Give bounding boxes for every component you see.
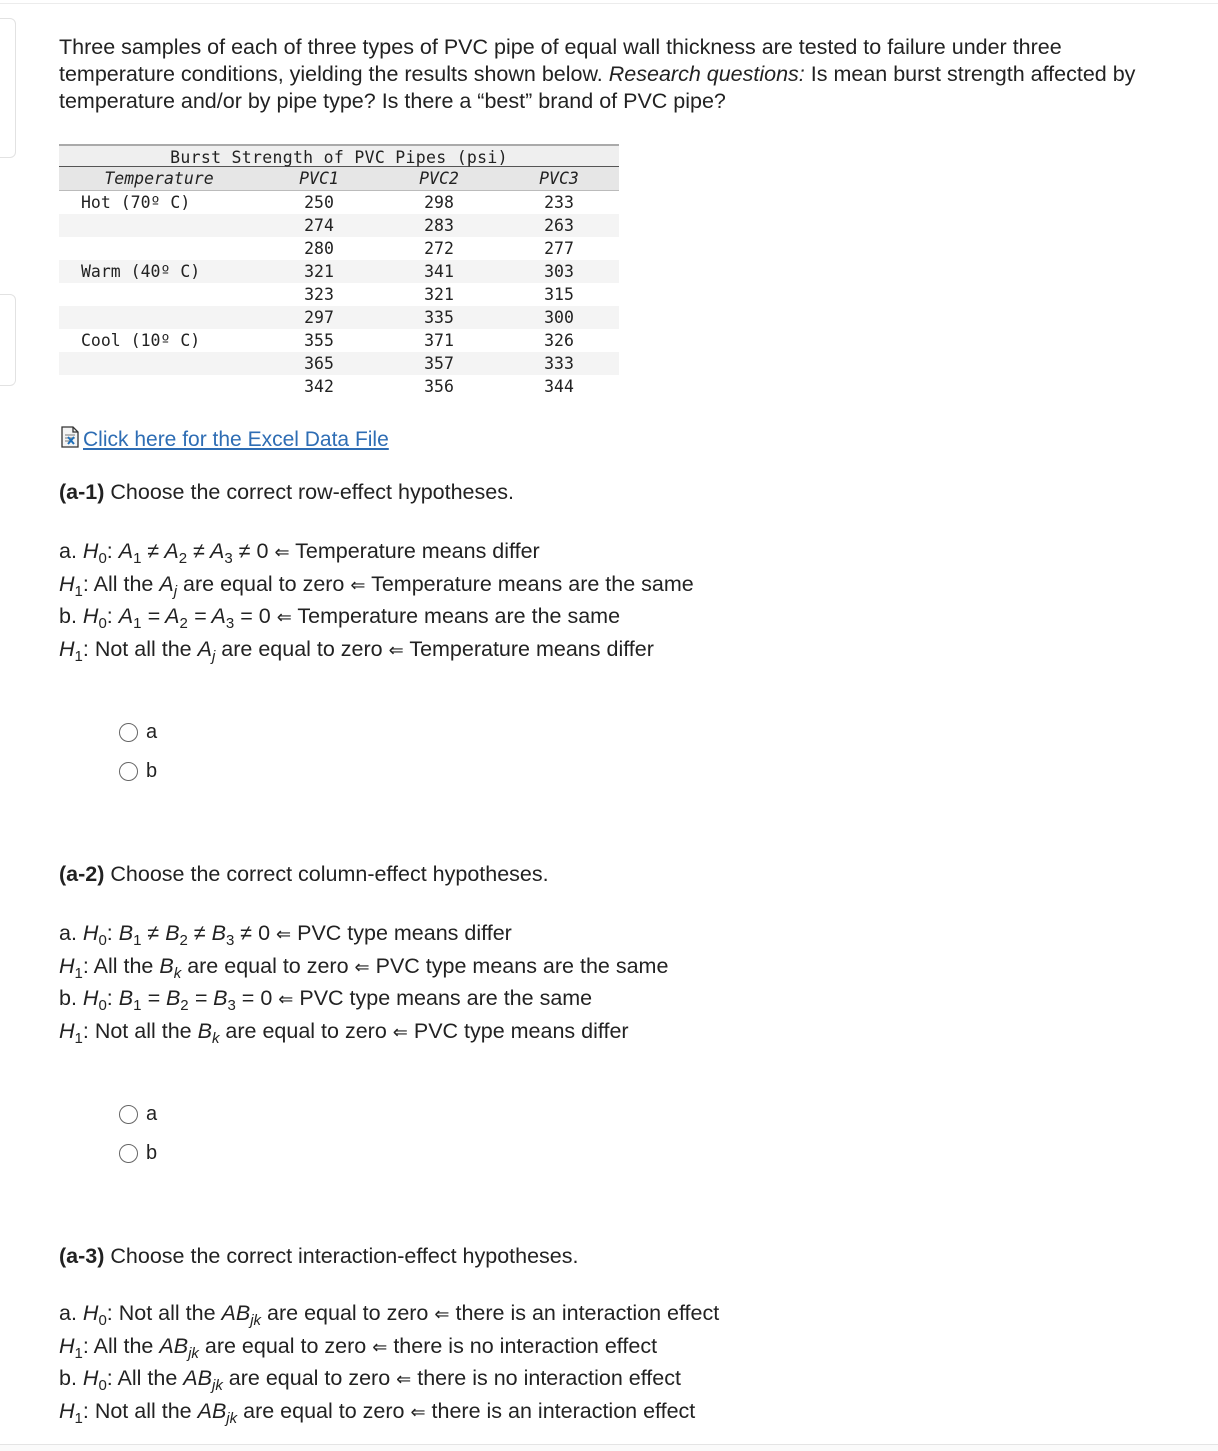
h-subscript: 1 [74,964,83,982]
table-title: Burst Strength of PVC Pipes (psi) [59,144,619,167]
operator: ≠ B [141,921,180,945]
table-cell: 300 [499,306,619,329]
table-cell: 371 [424,331,454,350]
table-cell [59,237,259,260]
subscript: 1 [133,615,142,633]
hypothesis-text: : All the [106,1366,184,1391]
variable: AB [183,1366,212,1391]
question-a1-title [59,480,514,505]
hypothesis-line [59,1015,668,1048]
table-cell: 365 [259,352,379,375]
table-row [59,214,619,237]
data-table-container [59,144,619,398]
hypothesis-text: are equal to zero [261,1301,429,1325]
question-a2-hypotheses [59,917,668,1048]
hypothesis-text: : Not all the [82,1399,198,1424]
left-double-arrow-icon: ⇐ [350,574,366,596]
table-cell: Cool (10º C) [81,331,201,350]
question-a3-title [59,1244,578,1269]
intro-research-text: Is mean burst strength affected by temperature and/or by pipe type? Is there a “best” brand of PVC pipe? [59,62,1136,113]
colon: : [106,539,113,563]
table-cell [59,214,259,237]
column-header: PVC2 [379,167,499,191]
radio-button[interactable] [119,1105,138,1124]
radio-button[interactable] [119,762,138,781]
table-cell: 355 [304,331,334,350]
left-double-arrow-icon: ⇐ [396,1369,412,1391]
hypothesis-note: PVC type means differ [297,921,512,945]
h-symbol: H [59,953,75,978]
subscript: 3 [225,932,235,949]
question-label: (a-2) [59,862,105,886]
table-cell [59,352,259,375]
table-cell: 344 [544,377,574,396]
hypothesis-line [59,1297,719,1330]
subscript: 2 [179,615,188,633]
variable: A [197,637,212,662]
hypothesis-note: Temperature means are the same [297,604,621,629]
hypothesis-text: are equal to zero [181,953,349,978]
option-prefix: b. [59,1366,77,1391]
radio-option-a1-a[interactable] [119,717,157,747]
table-row [59,306,619,329]
hypothesis-line [59,600,694,633]
table-row [59,260,619,283]
variable: AB [221,1301,251,1325]
option-prefix: b. [59,986,77,1011]
hypothesis-text: are equal to zero [177,571,345,596]
h-symbol: H [59,1399,75,1424]
h-symbol: H [82,1366,99,1391]
table-cell: 283 [379,214,499,237]
colon: : [106,986,113,1011]
h-symbol: H [59,1019,75,1044]
left-double-arrow-icon: ⇐ [276,607,292,629]
left-double-arrow-icon: ⇐ [278,989,294,1011]
subscript: k [211,1030,220,1048]
hypothesis-line [59,1395,719,1428]
table-cell: 303 [499,260,619,283]
question-a2-title [59,862,549,887]
hypothesis-note: PVC type means are the same [299,986,593,1011]
question-label: (a-3) [59,1244,105,1268]
left-double-arrow-icon: ⇐ [434,1304,450,1325]
hypothesis-text: are equal to zero [237,1399,405,1424]
side-tab [0,294,16,386]
subscript: 3 [224,550,233,567]
hypothesis-text: are equal to zero [219,1019,387,1044]
table-cell: Warm (40º C) [59,260,259,283]
table-cell: 272 [424,239,454,258]
h-subscript: 1 [74,1410,83,1428]
table-cell: 263 [499,214,619,237]
question-a1-hypotheses [59,535,694,666]
hypothesis-line [59,917,668,950]
table-header-row [59,167,619,191]
h-subscript: 0 [98,615,107,633]
radio-option-a2-b[interactable] [119,1138,157,1168]
operator: = B [141,986,181,1011]
excel-link-text: Click here for the Excel Data File [83,428,389,451]
h-subscript: 1 [74,648,83,666]
bottom-border [0,1444,1218,1451]
variable: A [159,571,174,596]
h-symbol: H [82,539,99,563]
table-cell: 277 [544,239,574,258]
table-cell: 342 [304,377,334,396]
table-cell [59,375,259,398]
variable: A [118,539,134,563]
operator: = A [187,604,226,629]
table-cell: 323 [304,285,334,304]
radio-option-a2-a[interactable] [119,1099,157,1129]
h-symbol: H [82,921,99,945]
table-cell [59,306,259,329]
table-row [59,375,619,398]
hypothesis-note: there is an interaction effect [431,1399,696,1424]
h-symbol: H [82,604,99,629]
variable: B [159,953,174,978]
question-text: Choose the correct column-effect hypotheses. [110,862,549,886]
left-double-arrow-icon: ⇐ [410,1402,426,1424]
variable: B [118,986,134,1011]
operator: ≠ B [187,921,226,945]
side-tab [0,18,16,158]
hypothesis-note: PVC type means are the same [375,953,669,978]
question-text: Choose the correct row-effect hypotheses. [110,480,514,504]
subscript: 1 [133,932,142,949]
table-row [59,352,619,375]
variable: A [118,604,134,629]
table-cell: 274 [259,214,379,237]
column-header: Temperature [59,167,259,191]
table-cell: 250 [304,193,334,212]
hypothesis-text: : All the [82,953,160,978]
subscript: 3 [227,997,236,1015]
hypothesis-text: are equal to zero [222,1366,391,1391]
subscript: j [211,648,216,666]
subscript: 2 [178,550,188,567]
radio-label: b [146,1141,158,1164]
hypothesis-line [59,1362,719,1395]
hypothesis-text: are equal to zero [215,637,383,662]
variable: B [118,921,134,945]
question-label: (a-1) [59,480,105,504]
operator: = 0 [234,604,271,629]
table-cell: 341 [379,260,499,283]
colon: : [106,604,113,629]
hypothesis-text: : All the [82,571,160,596]
radio-button[interactable] [119,723,138,742]
h-subscript: 0 [98,1312,107,1329]
h-symbol: H [59,571,75,596]
left-double-arrow-icon: ⇐ [372,1336,388,1358]
subscript: 2 [179,932,188,949]
column-header: PVC3 [499,167,619,191]
excel-file-icon [59,426,81,454]
hypothesis-note: Temperature means differ [409,637,654,662]
table-cell: 298 [424,193,454,212]
variable: B [197,1019,212,1044]
table-row [59,237,619,260]
hypothesis-line [59,568,694,601]
h-subscript: 0 [98,997,107,1015]
question-text: Choose the correct interaction-effect hypotheses. [110,1244,579,1268]
radio-button[interactable] [119,1144,138,1163]
column-header: PVC1 [259,167,379,191]
left-double-arrow-icon: ⇐ [388,640,404,662]
hypothesis-line [59,1330,719,1363]
hypothesis-note: there is an interaction effect [455,1301,720,1325]
operator: = B [188,986,228,1011]
option-prefix: a. [59,921,77,945]
h-symbol: H [82,986,99,1011]
h-subscript: 0 [98,550,107,567]
operator: ≠ 0 [234,921,271,945]
radio-label: b [146,759,158,782]
left-double-arrow-icon: ⇐ [392,1022,408,1044]
h-subscript: 0 [98,1377,107,1395]
h-symbol: H [59,1333,75,1358]
table-cell: 280 [304,239,334,258]
left-double-arrow-icon: ⇐ [274,542,290,563]
variable: AB [197,1399,227,1424]
subscript: k [173,964,182,982]
question-a3-hypotheses [59,1297,720,1428]
h-symbol: H [59,637,75,662]
subscript: jk [188,1344,199,1362]
hypothesis-note: there is no interaction effect [417,1366,681,1391]
subscript: 1 [133,997,142,1015]
hypothesis-line [59,982,668,1015]
variable: AB [159,1333,189,1358]
table-cell: 326 [544,331,574,350]
table-cell: 356 [424,377,454,396]
research-questions-label: Research questions: [608,62,805,86]
radio-label: a [146,1102,158,1125]
option-prefix: a. [59,539,77,563]
table-cell: 321 [424,285,454,304]
subscript: jk [250,1312,262,1329]
top-border [0,0,1218,4]
subscript: 1 [133,550,142,567]
hypothesis-note: Temperature means differ [295,539,540,563]
hypothesis-line [59,633,694,666]
table-cell: 333 [499,352,619,375]
hypothesis-text: are equal to zero [198,1333,367,1358]
radio-option-a1-b[interactable] [119,756,157,786]
operator: = A [141,604,180,629]
left-double-arrow-icon: ⇐ [276,924,292,945]
h-subscript: 1 [74,1030,83,1048]
intro-paragraph [59,34,1179,115]
table-cell: Hot (70º C) [81,193,191,212]
hypothesis-note: there is no interaction effect [393,1333,658,1358]
colon: : [106,921,113,945]
subscript: jk [226,1410,238,1428]
table-cell: 357 [379,352,499,375]
radio-label: a [146,720,158,743]
excel-data-file-link[interactable] [59,426,389,454]
intro-text: Three samples of each of three types of PVC pipe of equal wall thickness are tested to failure under three temperature conditions, yielding the results shown below. [59,35,1062,86]
burst-strength-table [59,167,619,398]
operator: ≠ 0 [232,539,269,563]
hypothesis-text: : Not all the [82,1019,198,1044]
left-double-arrow-icon: ⇐ [354,956,370,978]
table-cell [59,283,259,306]
hypothesis-note: Temperature means are the same [371,571,694,596]
hypothesis-line [59,535,694,568]
question-content [59,34,1179,1428]
hypothesis-text: : Not all the [106,1301,222,1325]
operator: ≠ A [141,539,179,563]
hypothesis-line [59,950,668,983]
table-cell: 335 [379,306,499,329]
h-subscript: 0 [98,932,107,949]
option-prefix: a. [59,1301,77,1325]
table-cell: 233 [544,193,574,212]
operator: ≠ A [187,539,225,563]
table-row [59,283,619,306]
subscript: 3 [225,615,235,633]
h-subscript: 1 [74,582,83,600]
table-row [59,329,619,352]
table-row [59,191,619,215]
subscript: 2 [180,997,189,1015]
table-cell: 315 [544,285,574,304]
subscript: jk [211,1377,223,1395]
hypothesis-text: : Not all the [82,637,198,662]
option-prefix: b. [59,604,77,629]
hypothesis-note: PVC type means differ [413,1019,629,1044]
table-cell: 297 [259,306,379,329]
subscript: j [173,582,178,600]
h-symbol: H [82,1301,99,1325]
table-cell: 321 [259,260,379,283]
hypothesis-text: : All the [82,1333,160,1358]
h-subscript: 1 [74,1344,83,1362]
operator: = 0 [235,986,273,1011]
